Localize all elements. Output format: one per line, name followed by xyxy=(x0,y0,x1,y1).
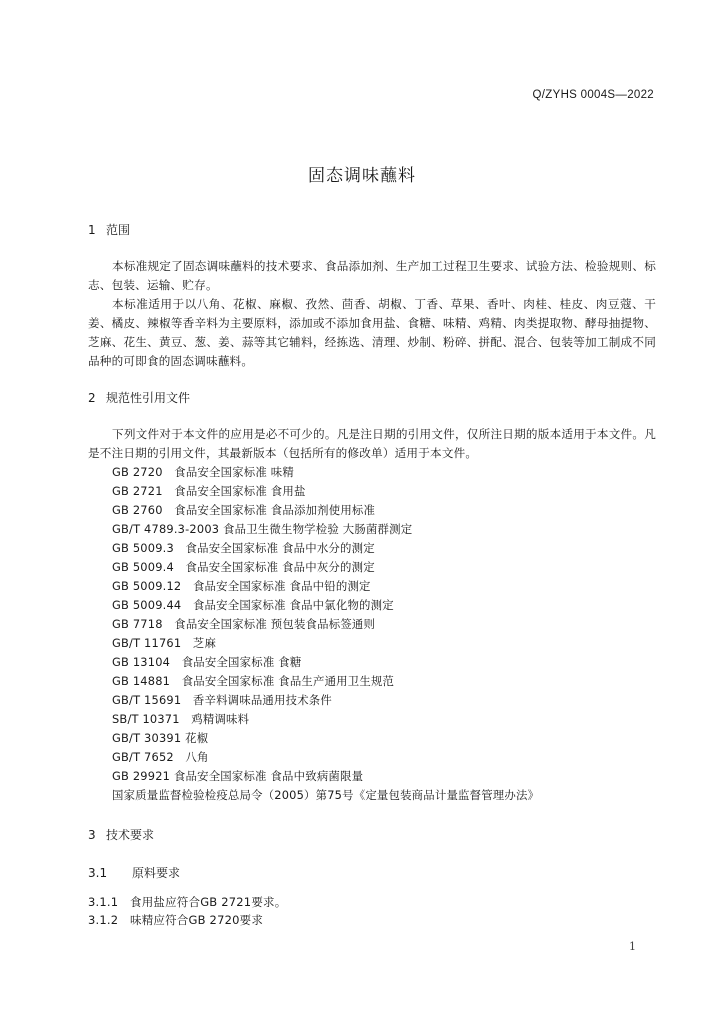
item-number: 3.1.1 xyxy=(88,895,119,909)
standard-code: Q/ZYHS 0004S—2022 xyxy=(532,89,654,101)
reference-item: GB/T 7652 八角 xyxy=(112,750,209,764)
subsection-title: 原料要求 xyxy=(132,866,181,880)
subsection-number: 3.1 xyxy=(88,866,108,880)
section-2-heading xyxy=(88,389,190,406)
reference-list xyxy=(112,463,539,805)
reference-item: GB 2721 食品安全国家标准 食用盐 xyxy=(112,484,306,498)
section-number: 2 xyxy=(88,391,96,405)
reference-item: GB/T 30391 花椒 xyxy=(112,731,209,745)
section-number: 3 xyxy=(88,828,96,842)
reference-item: GB 7718 食品安全国家标准 预包装食品标签通则 xyxy=(112,617,376,631)
reference-item: GB 29921 食品安全国家标准 食品中致病菌限量 xyxy=(112,769,364,783)
item-number: 3.1.2 xyxy=(88,913,119,927)
item-text: 味精应符合GB 2720要求 xyxy=(130,913,264,927)
section-3-heading xyxy=(88,826,154,843)
item-text: 食用盐应符合GB 2721要求。 xyxy=(130,895,287,909)
subsection-3-1-heading xyxy=(88,864,180,881)
normative-references-intro: 下列文件对于本文件的应用是必不可少的。凡是注日期的引用文件，仅所注日期的版本适用于本文件。凡是不注日期的引用文件，其最新版本（包括所有的修改单）适用于本文件。 xyxy=(88,427,656,460)
section-1-heading xyxy=(88,221,130,238)
requirement-item xyxy=(88,894,286,910)
reference-item: GB 13104 食品安全国家标准 食糖 xyxy=(112,655,302,669)
reference-item: GB 2720 食品安全国家标准 味精 xyxy=(112,465,294,479)
reference-item: 国家质量监督检验检疫总局令（2005）第75号《定量包装商品计量监督管理办法》 xyxy=(112,788,540,802)
section-number: 1 xyxy=(88,223,96,237)
section-title: 范围 xyxy=(106,223,131,237)
scope-paragraph-2: 本标准适用于以八角、花椒、麻椒、孜然、茴香、胡椒、丁香、草果、香叶、肉桂、桂皮、肉豆蔻、干姜、橘皮、辣椒等香辛料为主要原料，添加或不添加食用盐、食糖、味精、鸡精、肉类提取物、酵母抽提物、芝麻、花生、黄豆、葱、姜、蒜等其它辅料，经拣选、清理、炒制、粉碎、拼配、混合、包装等加工制成不同品种的可即食的固态调味蘸料。 xyxy=(88,297,656,368)
reference-item: GB/T 4789.3-2003 食品卫生微生物学检验 大肠菌群测定 xyxy=(112,522,413,536)
reference-item: GB 14881 食品安全国家标准 食品生产通用卫生规范 xyxy=(112,674,395,688)
section-title: 规范性引用文件 xyxy=(106,391,191,405)
reference-item: GB 5009.12 食品安全国家标准 食品中铅的测定 xyxy=(112,579,371,593)
reference-item: GB 2760 食品安全国家标准 食品添加剂使用标准 xyxy=(112,503,376,517)
reference-item: SB/T 10371 鸡精调味料 xyxy=(112,712,250,726)
requirement-item xyxy=(88,912,263,928)
reference-item: GB/T 11761 芝麻 xyxy=(112,636,217,650)
page-number: 1 xyxy=(629,940,636,953)
reference-item: GB/T 15691 香辛料调味品通用技术条件 xyxy=(112,693,332,707)
reference-item: GB 5009.4 食品安全国家标准 食品中灰分的测定 xyxy=(112,560,375,574)
reference-item: GB 5009.3 食品安全国家标准 食品中水分的测定 xyxy=(112,541,375,555)
scope-paragraph-1: 本标准规定了固态调味蘸料的技术要求、食品添加剂、生产加工过程卫生要求、试验方法、检验规则、标志、包装、运输、贮存。 xyxy=(88,259,656,292)
section-title: 技术要求 xyxy=(106,828,155,842)
reference-item: GB 5009.44 食品安全国家标准 食品中氯化物的测定 xyxy=(112,598,394,612)
document-title: 固态调味蘸料 xyxy=(308,166,416,186)
